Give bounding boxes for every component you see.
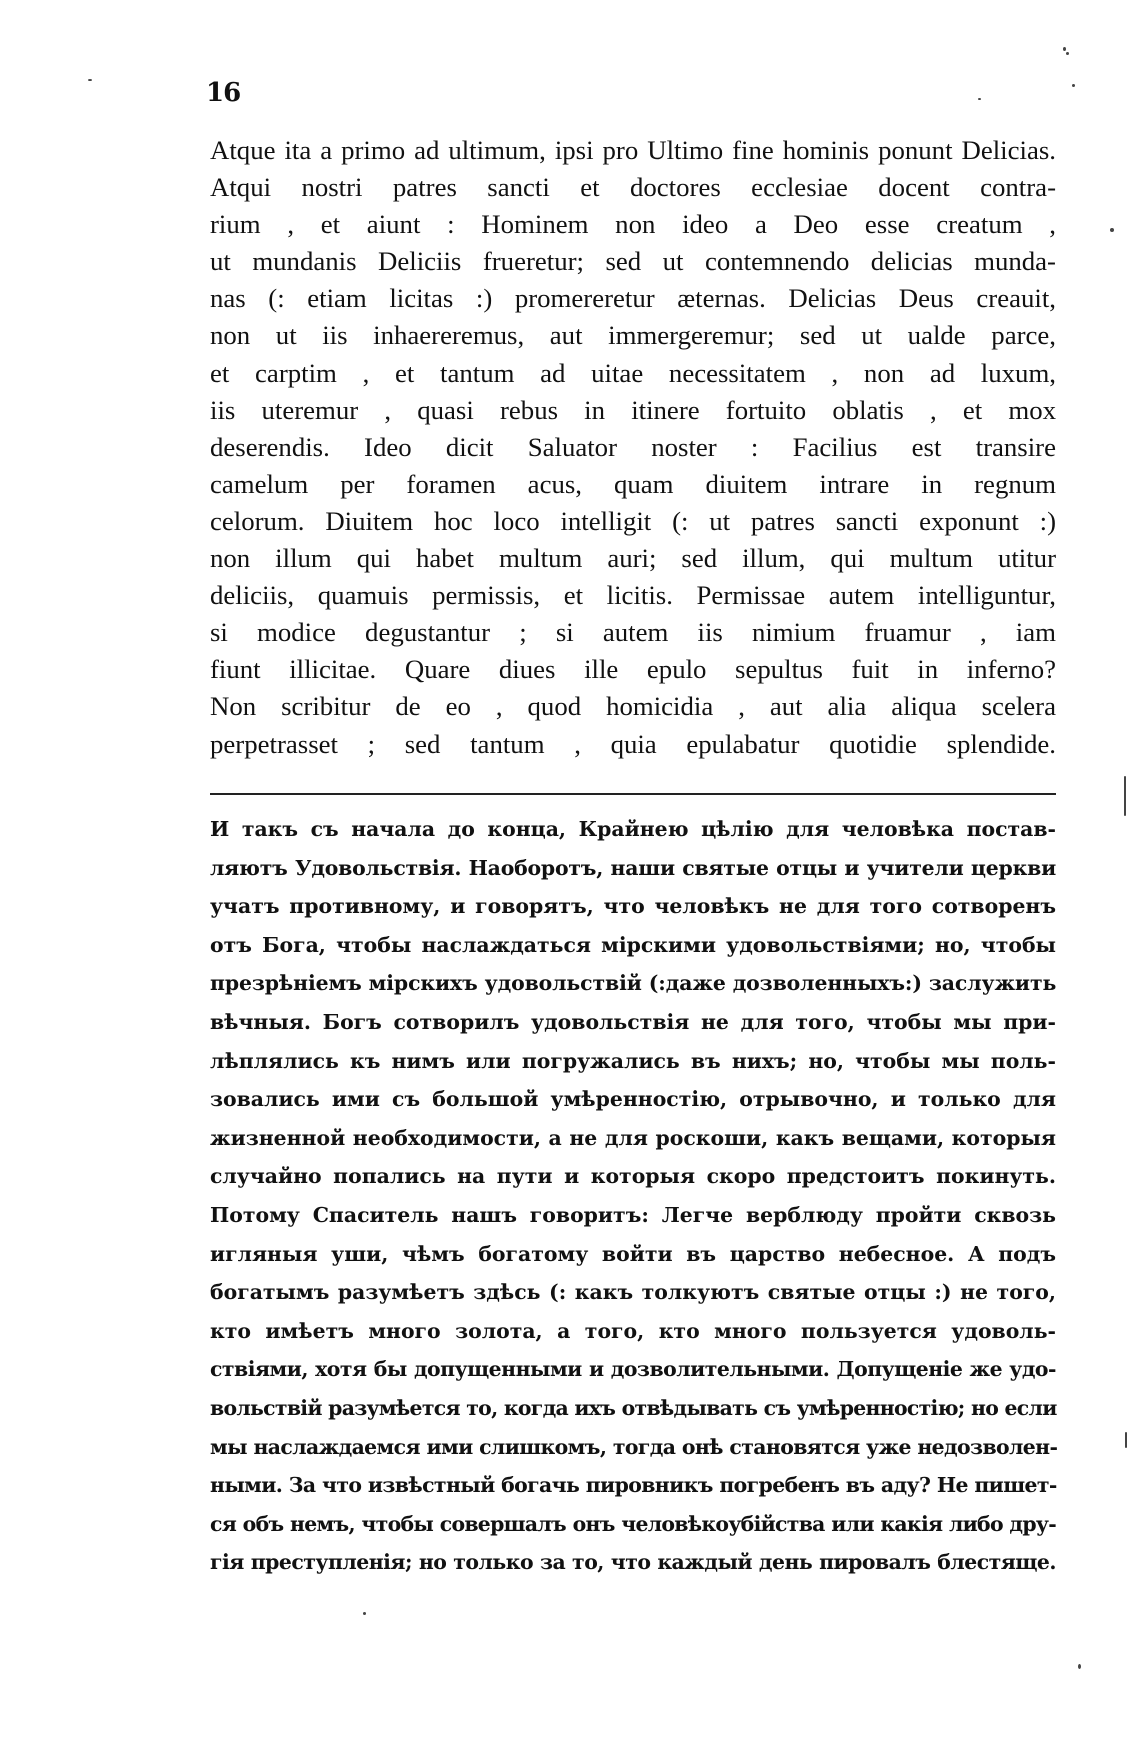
latin-text-block	[210, 132, 1056, 763]
latin-line: si modice degustantur ; si autem iis nimium fruamur , iam	[210, 617, 1056, 648]
latin-line: nas (: etiam licitas :) promereretur æternas. Delicias Deus creauit,	[210, 283, 1056, 314]
russian-text-block	[210, 810, 1056, 1582]
russian-line: кто имѣетъ много золота, а того, кто много пользуется удоволь-	[210, 1318, 1056, 1343]
russian-line: ными. За что извѣстный богачь пировникъ погребенъ въ аду? Не пишет-	[210, 1473, 1057, 1498]
russian-line: случайно попались на пути и которыя скоро предстоитъ покинуть.	[210, 1164, 1056, 1189]
scan-speck	[978, 98, 981, 100]
scan-speck	[88, 79, 92, 81]
scan-speck	[1125, 1432, 1127, 1448]
scan-speck	[1110, 228, 1114, 232]
scan-speck	[1072, 84, 1075, 87]
russian-line: Потому Спаситель нашъ говоритъ: Легче верблюду пройти сквозь	[210, 1202, 1056, 1227]
latin-line: Non scribitur de eo , quod homicidia , aut alia aliqua scelera	[210, 691, 1056, 722]
latin-line: deliciis, quamuis permissis, et licitis. Permissae autem intelliguntur,	[210, 580, 1056, 611]
latin-line: rium , et aiunt : Hominem non ideo a Deo esse creatum ,	[210, 209, 1056, 240]
russian-line: учатъ противному, и говорятъ, что человѣкъ не для того сотворенъ	[210, 894, 1056, 919]
russian-line: игляныя уши, чѣмъ богатому войти въ царство небесное. А подъ	[210, 1241, 1056, 1266]
latin-line: iis uteremur , quasi rebus in itinere fortuito oblatis , et mox	[210, 394, 1056, 425]
latin-line: Atque ita a primo ad ultimum, ipsi pro Ultimo fine hominis ponunt Delicias.	[210, 135, 1056, 165]
latin-line: non illum qui habet multum auri; sed illum, qui multum utitur	[210, 543, 1056, 574]
latin-line: non ut iis inhaereremus, aut immergeremur; sed ut ualde parce,	[210, 320, 1056, 351]
latin-line: Atqui nostri patres sancti et doctores ecclesiae docent contra-	[210, 172, 1056, 203]
page-number: 16	[206, 78, 241, 108]
russian-line: лѣплялись къ нимъ или погружались въ нихъ; но, чтобы мы поль-	[210, 1048, 1056, 1073]
scan-speck	[1066, 52, 1069, 55]
scan-speck	[1124, 776, 1126, 816]
latin-line: fiunt illicitae. Quare diues ille epulo sepultus fuit in inferno?	[210, 654, 1056, 685]
russian-line: вѣчныя. Богъ сотворилъ удовольствія не для того, чтобы мы при-	[210, 1009, 1056, 1034]
scan-speck	[1063, 47, 1066, 51]
russian-line: презрѣніемъ мірскихъ удовольствій (:даже дозволенныхъ:) заслужить	[210, 971, 1057, 996]
latin-line: deserendis. Ideo dicit Saluator noster : Facilius est transire	[210, 431, 1056, 462]
russian-line: ляютъ Удовольствія. Наоборотъ, наши святые отцы и учители церкви	[210, 855, 1056, 880]
scan-speck	[363, 1612, 366, 1615]
russian-line: вольствій разумѣется то, когда ихъ отвѣдывать съ умѣренностію; но если	[210, 1395, 1057, 1420]
russian-line: мы наслаждаемся ими слишкомъ, тогда онѣ становятся уже недозволен-	[210, 1434, 1058, 1459]
russian-line: И такъ съ начала до конца, Крайнею цѣлію для человѣка постав-	[210, 817, 1056, 841]
russian-line: богатымъ разумѣетъ здѣсь (: какъ толкуютъ святые отцы :) не того,	[210, 1280, 1056, 1305]
scan-speck	[1078, 1664, 1081, 1669]
russian-line: жизненной необходимости, а не для роскоши, какъ вещами, которыя	[210, 1125, 1056, 1150]
latin-line: ut mundanis Deliciis frueretur; sed ut contemnendo delicias munda-	[210, 246, 1056, 277]
section-divider	[210, 793, 1056, 795]
russian-line: зовались ими съ большой умѣренностію, отрывочно, и только для	[210, 1087, 1056, 1112]
latin-line: celorum. Diuitem hoc loco intelligit (: ut patres sancti exponunt :)	[210, 505, 1056, 536]
russian-line: ся объ немъ, чтобы совершалъ онъ человѣкоубійства или какія либо дру-	[210, 1511, 1056, 1536]
russian-line: ствіями, хотя бы допущенными и дозволительными. Допущеніе же удо-	[210, 1357, 1056, 1382]
latin-line: camelum per foramen acus, quam diuitem intrare in regnum	[210, 468, 1056, 499]
russian-line: гія преступленія; но только за то, что каждый день пировалъ блестяще.	[210, 1550, 1056, 1575]
latin-line: perpetrasset ; sed tantum , quia epulabatur quotidie splendide.	[210, 728, 1056, 759]
latin-line: et carptim , et tantum ad uitae necessitatem , non ad luxum,	[210, 357, 1056, 388]
russian-line: отъ Бога, чтобы наслаждаться мірскими удовольствіями; но, чтобы	[210, 932, 1056, 957]
